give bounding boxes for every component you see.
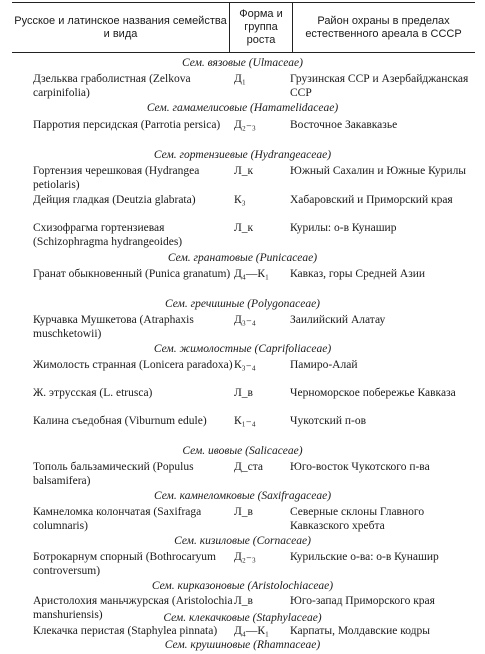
species-name: Ботрокарнум спорный (Bothrocaryum controversum) xyxy=(33,551,216,577)
protection-region: Южный Сахалин и Южные Курилы xyxy=(290,165,467,177)
family-heading: Сем. кирказоновые (Aristolochiaceae) xyxy=(151,580,334,592)
protection-region: Юго-запад Приморского края xyxy=(290,595,435,607)
protection-region: Северные склоны Главного Кавказского хребта xyxy=(290,506,425,532)
protection-region: Курильские о-ва: о-в Кунашир xyxy=(290,551,439,563)
table-header xyxy=(12,2,475,53)
family-heading: Сем. кизиловые (Cornaceae) xyxy=(174,535,311,547)
species-name: Гранат обыкновенный (Punica granatum) xyxy=(33,268,231,280)
family-heading: Сем. гранатовые (Punicaceae) xyxy=(167,252,318,264)
growth-form: К₃₋₄ xyxy=(234,359,256,371)
protection-region: Чукотский п-ов xyxy=(290,415,367,427)
growth-form: К₃ xyxy=(234,194,246,206)
header-growth-form: Форма и группа роста xyxy=(229,3,293,52)
growth-form: К₁₋₄ xyxy=(234,415,256,427)
species-name: Камнеломка колончатая (Saxifraga columnaris) xyxy=(33,506,202,532)
growth-form: Д₃₋₄ xyxy=(234,314,256,326)
header-protection-region: Район охраны в пределах естественного ареала в СССР xyxy=(305,14,462,40)
protection-region: Памиро-Алай xyxy=(290,359,358,371)
species-name: Ж. этрусская (L. etrusca) xyxy=(33,387,153,399)
growth-form: Д₂₋₃ xyxy=(234,119,256,131)
protection-region: Черноморское побережье Кавказа xyxy=(290,387,456,399)
family-heading: Сем. жимолостные (Caprifoliaceae) xyxy=(153,343,332,355)
species-name: Схизофрагма гортензиевая (Schizophragma hydrangeoides) xyxy=(33,222,183,248)
species-name: Дейция гладкая (Deutzia glabrata) xyxy=(33,194,196,206)
family-heading: Сем. камнеломковые (Saxifragaceae) xyxy=(153,490,332,502)
species-name: Курчавка Мушкетова (Atraphaxis muschketowii) xyxy=(33,314,194,340)
protection-region: Курилы: о-в Кунашир xyxy=(290,222,397,234)
growth-form: Д₄—К₁ xyxy=(234,625,270,637)
family-heading: Сем. клекачковые (Staphylaceae) xyxy=(163,612,322,624)
growth-form: Л_в xyxy=(234,387,253,399)
family-heading: Сем. ивовые (Salicaceae) xyxy=(182,445,303,457)
species-name: Аристолохия маньчжурская (Aristolochia manshuriensis) xyxy=(33,595,233,621)
protection-region: Заилийский Алатау xyxy=(290,314,386,326)
protection-region: Хабаровский и Приморский края xyxy=(290,194,453,206)
growth-form: Д₁ xyxy=(234,73,246,85)
protection-region: Карпаты, Молдавские кодры xyxy=(290,625,431,637)
header-species: Русское и латинское названия семейства и вида xyxy=(14,14,227,40)
family-heading: Сем. вязовые (Ulmaceae) xyxy=(182,57,303,69)
species-name: Клекачка перистая (Staphylea pinnata) xyxy=(33,625,218,637)
growth-form: Д₂₋₃ xyxy=(234,551,256,563)
species-name: Дзельква граболистная (Zelkova carpinifolia) xyxy=(33,73,191,99)
growth-form: Л_к xyxy=(234,222,254,234)
growth-form: Д_ста xyxy=(234,461,263,473)
species-name: Калина съедобная (Viburnum edule) xyxy=(33,415,207,427)
growth-form: Л_к xyxy=(234,165,254,177)
family-heading: Сем. гортензиевые (Hydrangeaceae) xyxy=(153,149,332,161)
protection-region: Кавказ, горы Средней Азии xyxy=(290,268,426,280)
protection-region: Восточное Закавказье xyxy=(290,119,398,131)
species-name: Парротия персидская (Parrotia persica) xyxy=(33,119,221,131)
species-name: Тополь бальзамический (Populus balsamifera) xyxy=(33,461,194,487)
growth-form: Д₄—К₁ xyxy=(234,268,270,280)
growth-form: Л_в xyxy=(234,595,253,607)
protection-region: Грузинская ССР и Азербайджанская ССР xyxy=(290,73,469,99)
growth-form: Л_в xyxy=(234,506,253,518)
species-name: Жимолость странная (Lonicera paradoxa) xyxy=(33,359,233,371)
family-heading: Сем. гамамелисовые (Hamamelidaceae) xyxy=(146,102,339,114)
species-name: Гортензия черешковая (Hydrangea petiolaris) xyxy=(33,165,200,191)
family-heading: Сем. крушиновые (Rhamnaceae) xyxy=(164,639,321,651)
protection-region: Юго-восток Чукотского п-ва xyxy=(290,461,430,473)
family-heading: Сем. гречишные (Polygonaceae) xyxy=(164,298,321,310)
